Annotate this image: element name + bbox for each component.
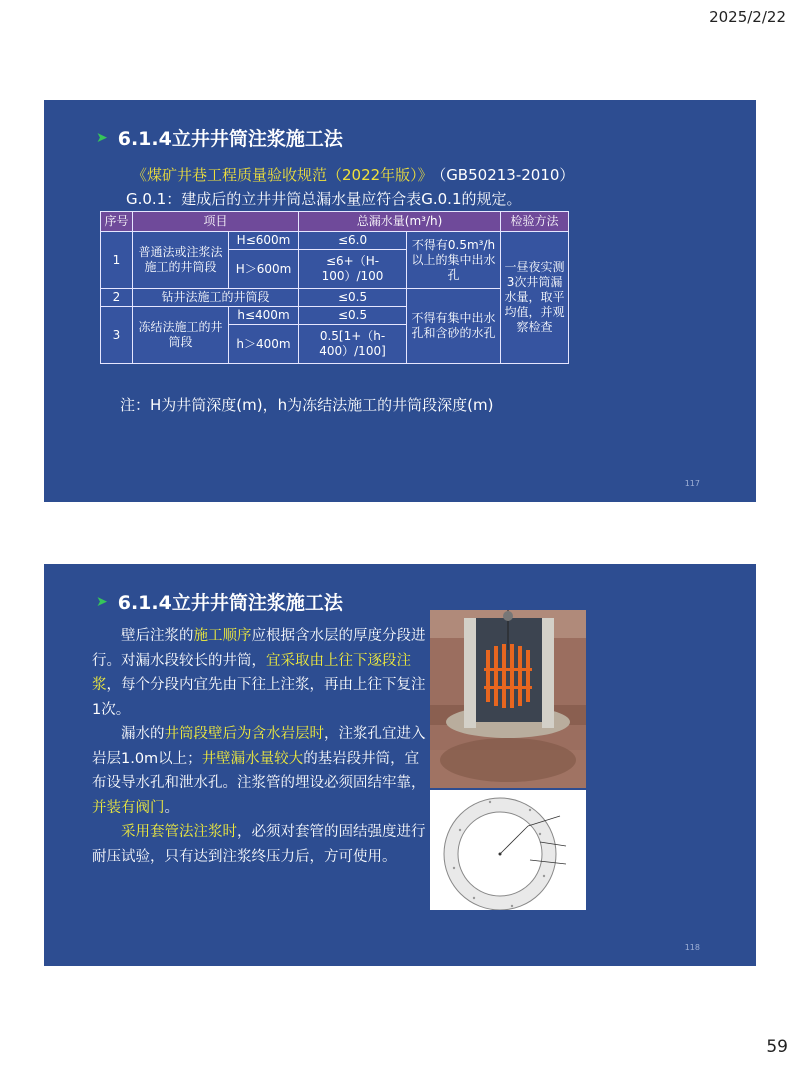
inspection-method: 一昼夜实测3次井筒漏水量，取平均值，并观察检查 (501, 232, 569, 364)
header-method: 检验方法 (501, 212, 569, 232)
text-run: ，每个分段内宜先由下往上注浆，再由上往下复注1次。 (92, 677, 426, 718)
slide-title-text: 6.1.4立井井筒注浆施工法 (117, 592, 343, 614)
row2-no: 2 (101, 289, 133, 307)
shaft-photo (430, 610, 586, 788)
standard-name: 《煤矿井巷工程质量验收规范（2022年版）》 (132, 166, 433, 184)
row3-requirement: 不得有集中出水孔和含砂的水孔 (407, 289, 501, 364)
row1-item: 普通法或注浆法施工的井筒段 (133, 232, 229, 289)
text-run: 的基岩段井筒，宜布设导水孔和泄水孔。注浆管的埋设必须固结牢靠， (92, 750, 426, 791)
row1-value-a: ≤6.0 (299, 232, 407, 250)
text-run: ，注浆孔宜进入岩层1.0m以上； (92, 726, 426, 767)
paragraph-sequence (92, 624, 428, 722)
page-number: 59 (766, 1037, 788, 1057)
arrow-bullet-icon: ➤ (96, 593, 108, 610)
table-row (101, 289, 569, 307)
standard-code: （GB50213-2010） (438, 166, 575, 184)
highlight-run: 施工顺序 (193, 628, 252, 644)
table-header-row (101, 212, 569, 232)
text-run: 应根据含水层的厚度分段进行。对漏水段较长的井筒， (92, 628, 426, 669)
row2-item: 钻井法施工的井筒段 (133, 289, 299, 307)
text-run: 漏水的 (121, 726, 165, 742)
slide-117 (44, 100, 756, 502)
row3-no: 3 (101, 307, 133, 364)
highlight-run: 井筒段壁后为含水岩层时 (164, 726, 324, 742)
header-item: 项目 (133, 212, 299, 232)
table-note: 注：H为井筒深度(m)，h为冻结法施工的井筒段深度(m) (120, 396, 494, 414)
arrow-bullet-icon: ➤ (96, 129, 108, 146)
table-row (101, 232, 569, 250)
cross-section-illustration (430, 790, 586, 910)
row1-requirement: 不得有0.5m³/h以上的集中出水孔 (407, 232, 501, 289)
clause-text: G.0.1：建成后的立井井筒总漏水量应符合表G.0.1的规定。 (126, 190, 522, 208)
paragraph-casing (92, 820, 428, 869)
row3-value-b: 0.5[1+（h-400）/100] (299, 325, 407, 364)
row3-value-a: ≤0.5 (299, 307, 407, 325)
row3-depth-b: h＞400m (229, 325, 299, 364)
leakage-table (100, 211, 569, 364)
row1-no: 1 (101, 232, 133, 289)
row3-item: 冻结法施工的井筒段 (133, 307, 229, 364)
highlight-run: 并装有阀门 (92, 799, 165, 816)
row3-depth-a: h≤400m (229, 307, 299, 325)
row1-value-b: ≤6+（H-100）/100 (299, 250, 407, 289)
highlight-run: 宜采取由上往下逐段注浆 (92, 652, 411, 693)
paragraph-holes (92, 722, 428, 820)
highlight-run: 井壁漏水量较大 (201, 750, 304, 767)
cross-section-diagram (430, 790, 586, 910)
shaft-illustration (430, 610, 586, 788)
slide-title (96, 124, 343, 151)
slide-title (96, 588, 343, 615)
grouting-description (92, 624, 428, 869)
row1-depth-a: H≤600m (229, 232, 299, 250)
text-run: 壁后注浆的 (121, 628, 194, 644)
slide-number: 118 (684, 943, 700, 952)
slide-118 (44, 564, 756, 966)
row2-value: ≤0.5 (299, 289, 407, 307)
header-leakage: 总漏水量(m³/h) (299, 212, 501, 232)
standard-reference (132, 164, 574, 185)
page-date: 2025/2/22 (709, 8, 786, 26)
text-run: ，必须对套管的固结强度进行耐压试验，只有达到注浆终压力后，方可使用。 (92, 824, 426, 865)
slide-number: 117 (684, 479, 700, 488)
header-no: 序号 (101, 212, 133, 232)
slide-title-text: 6.1.4立井井筒注浆施工法 (117, 128, 343, 150)
highlight-run: 采用套管法注浆时 (121, 824, 237, 840)
row1-depth-b: H＞600m (229, 250, 299, 289)
text-run: 。 (164, 799, 179, 816)
